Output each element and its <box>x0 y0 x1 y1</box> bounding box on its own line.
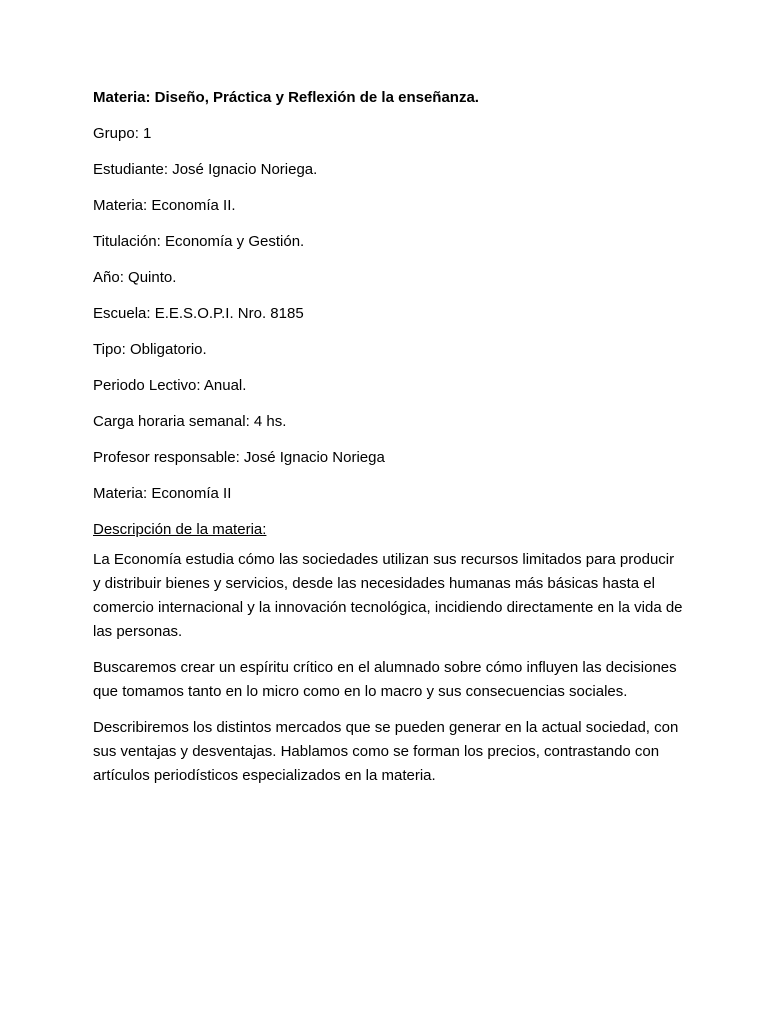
field-profesor: Profesor responsable: José Ignacio Noriega <box>93 449 385 466</box>
field-periodo-lectivo: Periodo Lectivo: Anual. <box>93 377 247 394</box>
field-escuela: Escuela: E.E.S.O.P.I. Nro. 8185 <box>93 305 304 322</box>
field-materia-repeat: Materia: Economía II <box>93 485 232 502</box>
document-body <box>93 86 683 800</box>
field-tipo: Tipo: Obligatorio. <box>93 341 207 358</box>
paragraph-1: La Economía estudia cómo las sociedades utilizan sus recursos limitados para producir y distribuir bienes y servicios, desde las necesidades humanas más básicas hasta el comercio internacional y la innovación tecnológica, incidiendo directamente en la vida de las personas. <box>93 551 683 640</box>
field-estudiante: Estudiante: José Ignacio Noriega. <box>93 161 318 178</box>
paragraph-2: Buscaremos crear un espíritu crítico en el alumnado sobre cómo influyen las decisiones que tomamos tanto en lo micro como en lo macro y sus consecuencias sociales. <box>93 659 677 700</box>
field-titulacion: Titulación: Economía y Gestión. <box>93 233 305 250</box>
field-materia: Materia: Economía II. <box>93 197 236 214</box>
document-heading: Materia: Diseño, Práctica y Reflexión de la enseñanza. <box>93 89 479 106</box>
field-grupo: Grupo: 1 <box>93 125 152 142</box>
field-ano: Año: Quinto. <box>93 269 177 286</box>
field-carga-horaria: Carga horaria semanal: 4 hs. <box>93 413 287 430</box>
paragraph-3: Describiremos los distintos mercados que se pueden generar en la actual sociedad, con sus ventajas y desventajas. Hablamos como se forman los precios, contrastando con artículos periodísticos especializados en la materia. <box>93 719 679 784</box>
section-title-descripcion: Descripción de la materia: <box>93 521 267 538</box>
